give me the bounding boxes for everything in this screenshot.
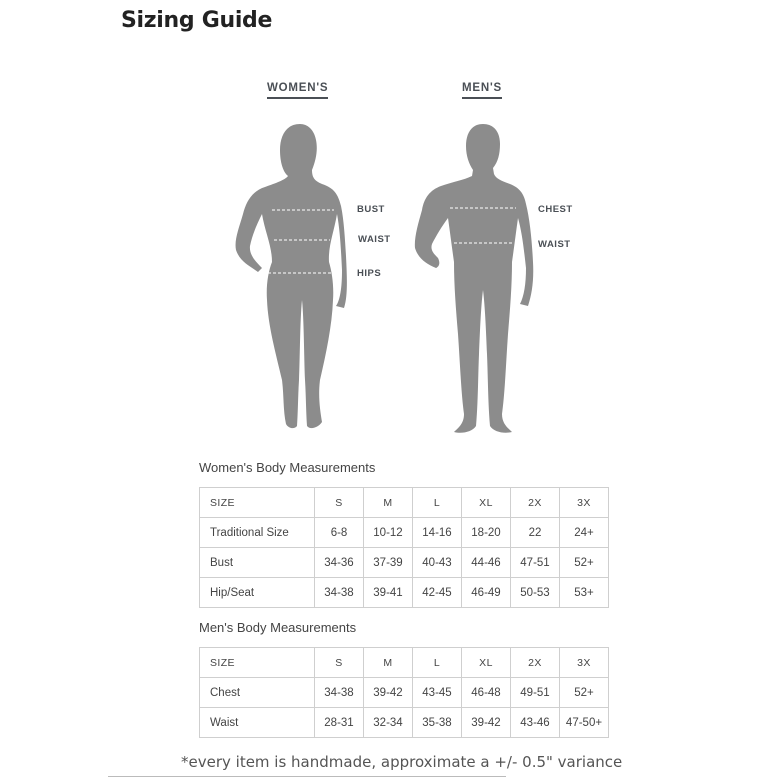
waist-label: WAIST [358,234,391,245]
table-cell: 39-41 [364,578,413,608]
womens-size-table [199,487,609,608]
womens-table-title: Women's Body Measurements [199,460,376,475]
table-cell: 14-16 [413,518,462,548]
table-cell: 10-12 [364,518,413,548]
row-label: Bust [200,548,315,578]
table-cell: 6-8 [315,518,364,548]
table-row [200,708,609,738]
page-title: Sizing Guide [121,8,273,33]
mens-silhouette [415,124,533,433]
table-cell: 32-34 [364,708,413,738]
table-cell: 34-38 [315,678,364,708]
table-cell: 39-42 [364,678,413,708]
handmade-footnote: *every item is handmade, approximate a +/- 0.5" variance [181,753,623,771]
header-cell: S [315,488,364,518]
table-row [200,518,609,548]
row-label: Chest [200,678,315,708]
table-header-row [200,488,609,518]
table-cell: 52+ [560,548,609,578]
mens-heading: MEN'S [462,82,502,99]
table-row [200,678,609,708]
mens-table-title: Men's Body Measurements [199,620,357,635]
table-cell: 37-39 [364,548,413,578]
header-cell: SIZE [200,648,315,678]
table-cell: 47-50+ [560,708,609,738]
table-cell: 18-20 [462,518,511,548]
header-cell: 2X [511,488,560,518]
header-cell: S [315,648,364,678]
table-cell: 24+ [560,518,609,548]
table-cell: 47-51 [511,548,560,578]
table-cell: 53+ [560,578,609,608]
header-cell: SIZE [200,488,315,518]
row-label: Hip/Seat [200,578,315,608]
table-header-row [200,648,609,678]
table-cell: 28-31 [315,708,364,738]
table-cell: 44-46 [462,548,511,578]
bottom-divider [108,776,506,777]
men-waist-label: WAIST [538,239,571,250]
table-cell: 52+ [560,678,609,708]
header-cell: XL [462,648,511,678]
header-cell: 2X [511,648,560,678]
header-cell: L [413,488,462,518]
hips-label: HIPS [357,268,382,279]
table-cell: 42-45 [413,578,462,608]
mens-size-table [199,647,609,738]
header-cell: M [364,488,413,518]
row-label: Waist [200,708,315,738]
header-cell: M [364,648,413,678]
chest-label: CHEST [538,204,573,215]
table-cell: 40-43 [413,548,462,578]
table-cell: 46-48 [462,678,511,708]
table-row [200,578,609,608]
header-cell: 3X [560,648,609,678]
header-cell: XL [462,488,511,518]
womens-heading: WOMEN'S [267,82,328,99]
table-cell: 39-42 [462,708,511,738]
table-cell: 34-38 [315,578,364,608]
table-cell: 22 [511,518,560,548]
table-cell: 43-46 [511,708,560,738]
table-cell: 46-49 [462,578,511,608]
table-row [200,548,609,578]
womens-silhouette [236,124,347,428]
header-cell: L [413,648,462,678]
table-cell: 49-51 [511,678,560,708]
table-cell: 34-36 [315,548,364,578]
bust-label: BUST [357,204,385,215]
table-cell: 43-45 [413,678,462,708]
header-cell: 3X [560,488,609,518]
row-label: Traditional Size [200,518,315,548]
table-cell: 50-53 [511,578,560,608]
table-cell: 35-38 [413,708,462,738]
